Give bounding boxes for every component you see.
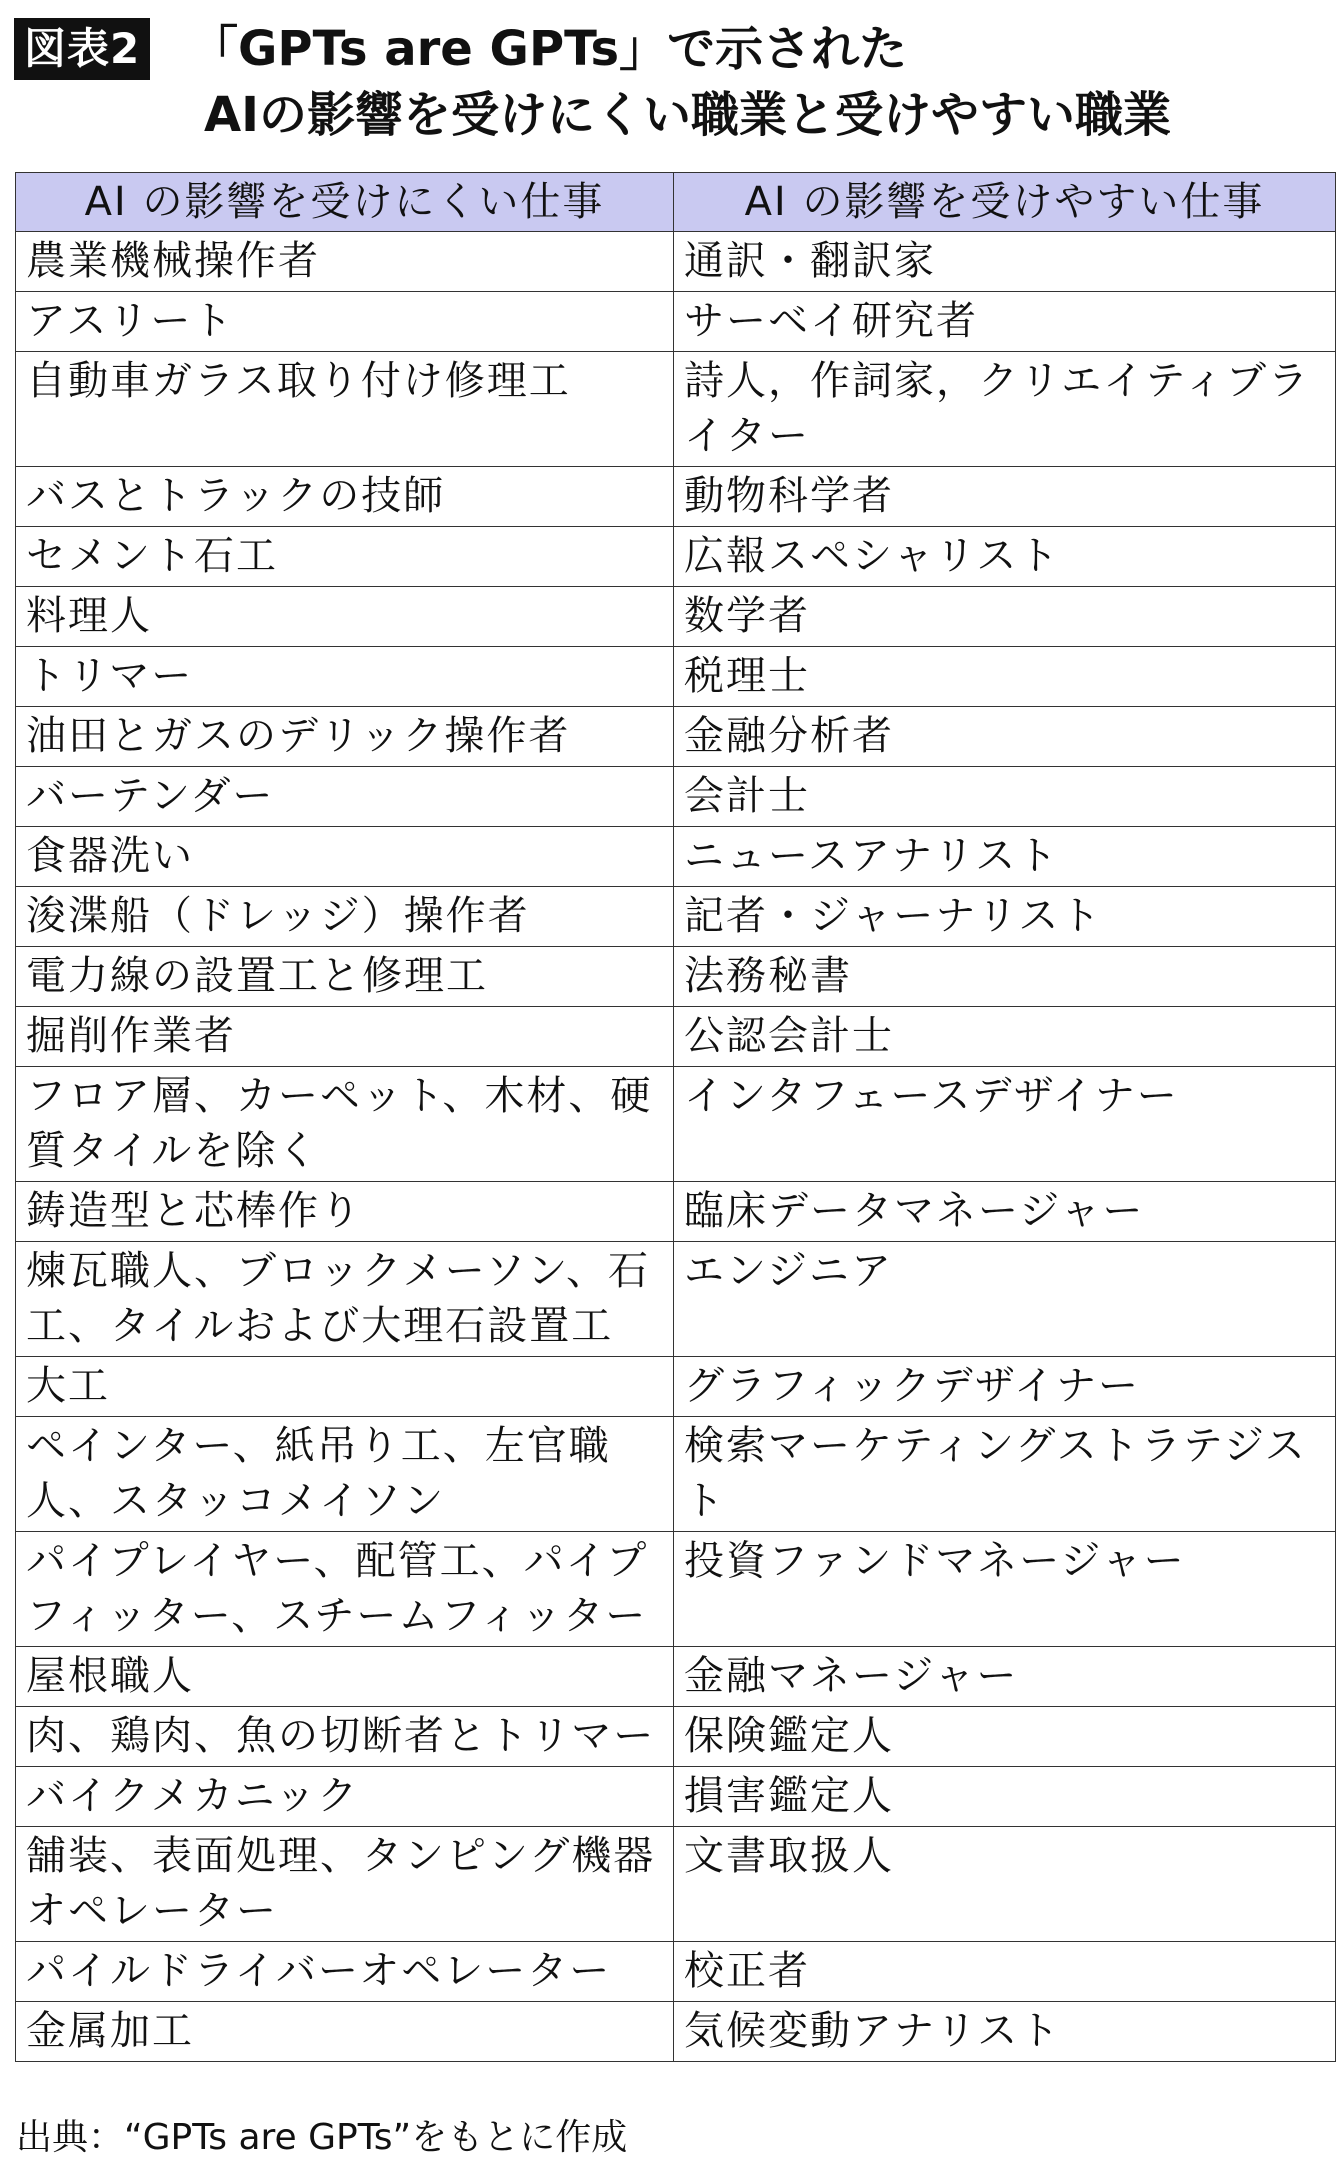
table-row — [16, 1647, 1336, 1707]
less-affected-job-cell: セメント石工 — [16, 527, 674, 587]
less-affected-job-cell: 鋳造型と芯棒作り — [16, 1182, 674, 1242]
more-affected-job-cell: ニュースアナリスト — [674, 827, 1336, 887]
less-affected-job-cell: 肉、鶏肉、魚の切断者とトリマー — [16, 1707, 674, 1767]
table-row — [16, 1707, 1336, 1767]
table-body — [16, 232, 1336, 2062]
less-affected-job-cell: 舗装、表面処理、タンピング機器オペレーター — [16, 1827, 674, 1942]
title-line-2: AIの影響を受けにくい職業と受けやすい職業 — [204, 87, 1172, 143]
table-row — [16, 1417, 1336, 1532]
table-row — [16, 1242, 1336, 1357]
table-header-row — [16, 173, 1336, 232]
less-affected-job-cell: 大工 — [16, 1357, 674, 1417]
more-affected-job-cell: グラフィックデザイナー — [674, 1357, 1336, 1417]
figure-label: 図表2 — [14, 18, 150, 80]
table-row — [16, 707, 1336, 767]
figure-header — [14, 14, 1324, 144]
more-affected-job-cell: 校正者 — [674, 1942, 1336, 2002]
less-affected-job-cell: 自動車ガラス取り付け修理工 — [16, 352, 674, 467]
more-affected-job-cell: インタフェースデザイナー — [674, 1067, 1336, 1182]
more-affected-job-cell: 臨床データマネージャー — [674, 1182, 1336, 1242]
less-affected-job-cell: 食器洗い — [16, 827, 674, 887]
more-affected-job-cell: 公認会計士 — [674, 1007, 1336, 1067]
more-affected-job-cell: サーベイ研究者 — [674, 292, 1336, 352]
occupations-table — [15, 172, 1336, 2062]
less-affected-job-cell: トリマー — [16, 647, 674, 707]
less-affected-job-cell: パイルドライバーオペレーター — [16, 1942, 674, 2002]
table-row — [16, 2002, 1336, 2062]
table-row — [16, 1067, 1336, 1182]
table-row — [16, 467, 1336, 527]
source-note: 出典：“GPTs are GPTs”をもとに作成 — [16, 2117, 628, 2158]
more-affected-job-cell: 数学者 — [674, 587, 1336, 647]
title-line-1: 「GPTs are GPTs」で示された — [190, 21, 908, 77]
more-affected-job-cell: 文書取扱人 — [674, 1827, 1336, 1942]
more-affected-job-cell: 気候変動アナリスト — [674, 2002, 1336, 2062]
table-row — [16, 1182, 1336, 1242]
table-row — [16, 947, 1336, 1007]
less-affected-job-cell: バイクメカニック — [16, 1767, 674, 1827]
table-row — [16, 527, 1336, 587]
less-affected-job-cell: 油田とガスのデリック操作者 — [16, 707, 674, 767]
more-affected-job-cell: 通訳・翻訳家 — [674, 232, 1336, 292]
less-affected-job-cell: 浚渫船（ドレッジ）操作者 — [16, 887, 674, 947]
less-affected-job-cell: フロア層、カーペット、木材、硬質タイルを除く — [16, 1067, 674, 1182]
more-affected-job-cell: 動物科学者 — [674, 467, 1336, 527]
less-affected-job-cell: 金属加工 — [16, 2002, 674, 2062]
more-affected-job-cell: 金融分析者 — [674, 707, 1336, 767]
less-affected-job-cell: 煉瓦職人、ブロックメーソン、石工、タイルおよび大理石設置工 — [16, 1242, 674, 1357]
more-affected-job-cell: 詩人，作詞家，クリエイティブライター — [674, 352, 1336, 467]
table-row — [16, 1942, 1336, 2002]
less-affected-job-cell: 電力線の設置工と修理工 — [16, 947, 674, 1007]
less-affected-job-cell: ペインター、紙吊り工、左官職人、スタッコメイソン — [16, 1417, 674, 1532]
less-affected-job-cell: アスリート — [16, 292, 674, 352]
table-row — [16, 1767, 1336, 1827]
more-affected-job-cell: エンジニア — [674, 1242, 1336, 1357]
table-row — [16, 1357, 1336, 1417]
table-row — [16, 827, 1336, 887]
more-affected-job-cell: 記者・ジャーナリスト — [674, 887, 1336, 947]
column-header-more-affected: AI の影響を受けやすい仕事 — [674, 173, 1336, 232]
table-row — [16, 887, 1336, 947]
more-affected-job-cell: 税理士 — [674, 647, 1336, 707]
column-header-less-affected: AI の影響を受けにくい仕事 — [16, 173, 674, 232]
more-affected-job-cell: 会計士 — [674, 767, 1336, 827]
less-affected-job-cell: 農業機械操作者 — [16, 232, 674, 292]
table-row — [16, 352, 1336, 467]
more-affected-job-cell: 損害鑑定人 — [674, 1767, 1336, 1827]
less-affected-job-cell: バーテンダー — [16, 767, 674, 827]
table-row — [16, 1532, 1336, 1647]
less-affected-job-cell: 掘削作業者 — [16, 1007, 674, 1067]
more-affected-job-cell: 金融マネージャー — [674, 1647, 1336, 1707]
table-row — [16, 647, 1336, 707]
table-row — [16, 587, 1336, 647]
table-row — [16, 767, 1336, 827]
less-affected-job-cell: バスとトラックの技師 — [16, 467, 674, 527]
more-affected-job-cell: 検索マーケティングストラテジスト — [674, 1417, 1336, 1532]
table-row — [16, 232, 1336, 292]
more-affected-job-cell: 保険鑑定人 — [674, 1707, 1336, 1767]
table-row — [16, 1007, 1336, 1067]
more-affected-job-cell: 広報スペシャリスト — [674, 527, 1336, 587]
less-affected-job-cell: パイプレイヤー、配管工、パイプフィッター、スチームフィッター — [16, 1532, 674, 1647]
more-affected-job-cell: 法務秘書 — [674, 947, 1336, 1007]
table-row — [16, 1827, 1336, 1942]
less-affected-job-cell: 料理人 — [16, 587, 674, 647]
table-row — [16, 292, 1336, 352]
less-affected-job-cell: 屋根職人 — [16, 1647, 674, 1707]
more-affected-job-cell: 投資ファンドマネージャー — [674, 1532, 1336, 1647]
